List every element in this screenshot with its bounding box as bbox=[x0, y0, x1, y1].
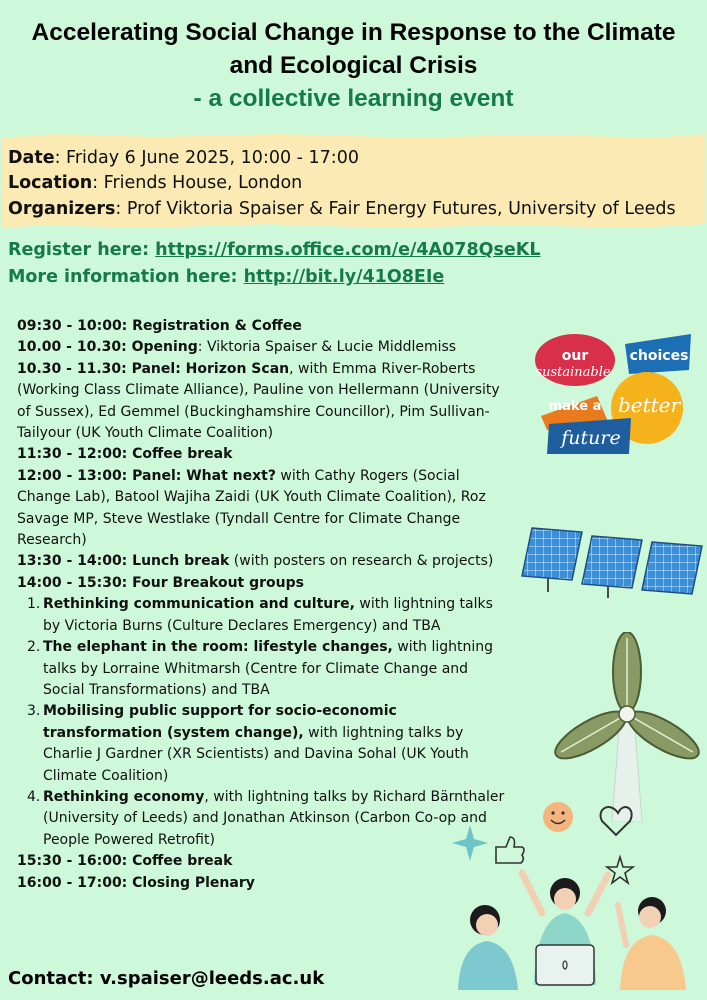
thumbs-up-icon bbox=[496, 837, 524, 863]
breakout-item: 2. The elephant in the room: lifestyle changes, with lightning talks by Lorraine Whitmarsh (Centre for Climate Change and Social Transformations) and TBA bbox=[27, 639, 494, 698]
register-line bbox=[8, 240, 541, 260]
sticker-word-our: our bbox=[561, 348, 589, 364]
location-value: : Friends House, London bbox=[92, 173, 303, 193]
location-line bbox=[8, 171, 302, 195]
organizers-value: : Prof Viktoria Spaiser & Fair Energy Futures, University of Leeds bbox=[115, 199, 676, 219]
more-info-link[interactable]: http://bit.ly/41O8EIe bbox=[243, 267, 445, 287]
solar-panel-icon bbox=[582, 536, 642, 598]
register-link[interactable]: https://forms.office.com/e/4A078QseKL bbox=[155, 240, 541, 260]
programme-item: 09:30 - 10:00: Registration & Coffee bbox=[17, 318, 302, 334]
date-label: Date bbox=[8, 148, 55, 168]
event-title bbox=[0, 16, 707, 115]
programme-item: 10.30 - 11.30: Panel: Horizon Scan, with Emma River-Roberts (Working Class Climate Alliance), Pauline von Hellermann (University of Sussex), Ed Gemmel (Buckinghamshire Councillor), Pim Sullivan-Tailyour (UK Youth Climate Coalition) bbox=[17, 360, 500, 442]
more-info-label: More information here: bbox=[8, 267, 244, 287]
programme-item: 13:30 - 14:00: Lunch break (with posters on research & projects) bbox=[17, 553, 494, 570]
organizers-label: Organizers bbox=[8, 199, 116, 219]
programme-item: 12:00 - 13:00: Panel: What next? with Cathy Rogers (Social Change Lab), Batool Wajiha Zaidi (UK Youth Climate Coalition), Roz Savage MP, Steve Westlake (Tyndall Centre for Climate Change Research) bbox=[17, 467, 486, 549]
solar-panels-illustration bbox=[520, 522, 707, 600]
sticker-word-future: future bbox=[561, 427, 621, 449]
sticker-word-make-a: make a bbox=[548, 399, 602, 414]
programme-item: 15:30 - 16:00: Coffee break bbox=[17, 853, 233, 870]
solar-panel-icon bbox=[522, 528, 582, 592]
person-left-figure bbox=[458, 905, 518, 990]
programme-item: 10.00 - 10.30: Opening: Viktoria Spaiser & Lucie Middlemiss bbox=[17, 339, 457, 356]
people-celebrating-illustration bbox=[430, 795, 707, 990]
sticker-word-sustainable: sustainable bbox=[535, 365, 611, 380]
programme-item: 16:00 - 17:00: Closing Plenary bbox=[17, 874, 255, 891]
date-value: : Friday 6 June 2025, 10:00 - 17:00 bbox=[54, 148, 359, 168]
turbine-blade-icon bbox=[613, 632, 641, 712]
person-center-figure bbox=[522, 873, 608, 985]
date-line bbox=[8, 146, 359, 170]
breakout-item: 1. Rethinking communication and culture, with lightning talks by Victoria Burns (Culture Declares Emergency) and TBA bbox=[27, 596, 493, 634]
sticker-word-choices: choices bbox=[629, 348, 689, 364]
solar-panel-icon bbox=[642, 542, 702, 594]
sticker-word-better: better bbox=[617, 393, 681, 417]
smiley-icon bbox=[543, 802, 573, 832]
sustainable-choices-sticker bbox=[533, 330, 698, 458]
title-line-2: and Ecological Crisis bbox=[229, 52, 478, 79]
contact-email[interactable]: Contact: v.spaiser@leeds.ac.uk bbox=[8, 968, 325, 989]
star-icon bbox=[607, 857, 633, 883]
event-subtitle: - a collective learning event bbox=[193, 85, 514, 112]
more-info-line bbox=[8, 267, 444, 287]
person-right-figure bbox=[618, 897, 686, 990]
sparkle-icon bbox=[452, 825, 488, 861]
organizers-line bbox=[8, 197, 676, 221]
breakout-item: 4. Rethinking economy, with lightning talks by Richard Bärnthaler (University of Leeds) and Jonathan Atkinson (Carbon Co-op and People Powered Retrofit) bbox=[27, 788, 505, 848]
location-label: Location bbox=[8, 173, 93, 193]
heart-icon bbox=[601, 807, 632, 835]
title-line-1: Accelerating Social Change in Response to the Climate bbox=[31, 19, 676, 46]
programme-item: 11:30 - 12:00: Coffee break bbox=[17, 446, 233, 463]
breakout-item: 3. Mobilising public support for socio-economic transformation (system change), with lightning talks by Charlie J Gardner (XR Scientists) and Davina Sohal (UK Youth Climate Coalition) bbox=[27, 703, 469, 784]
register-label: Register here: bbox=[8, 240, 156, 260]
wind-turbine-illustration bbox=[550, 632, 700, 822]
programme-item: 14:00 - 15:30: Four Breakout groups bbox=[17, 574, 304, 591]
